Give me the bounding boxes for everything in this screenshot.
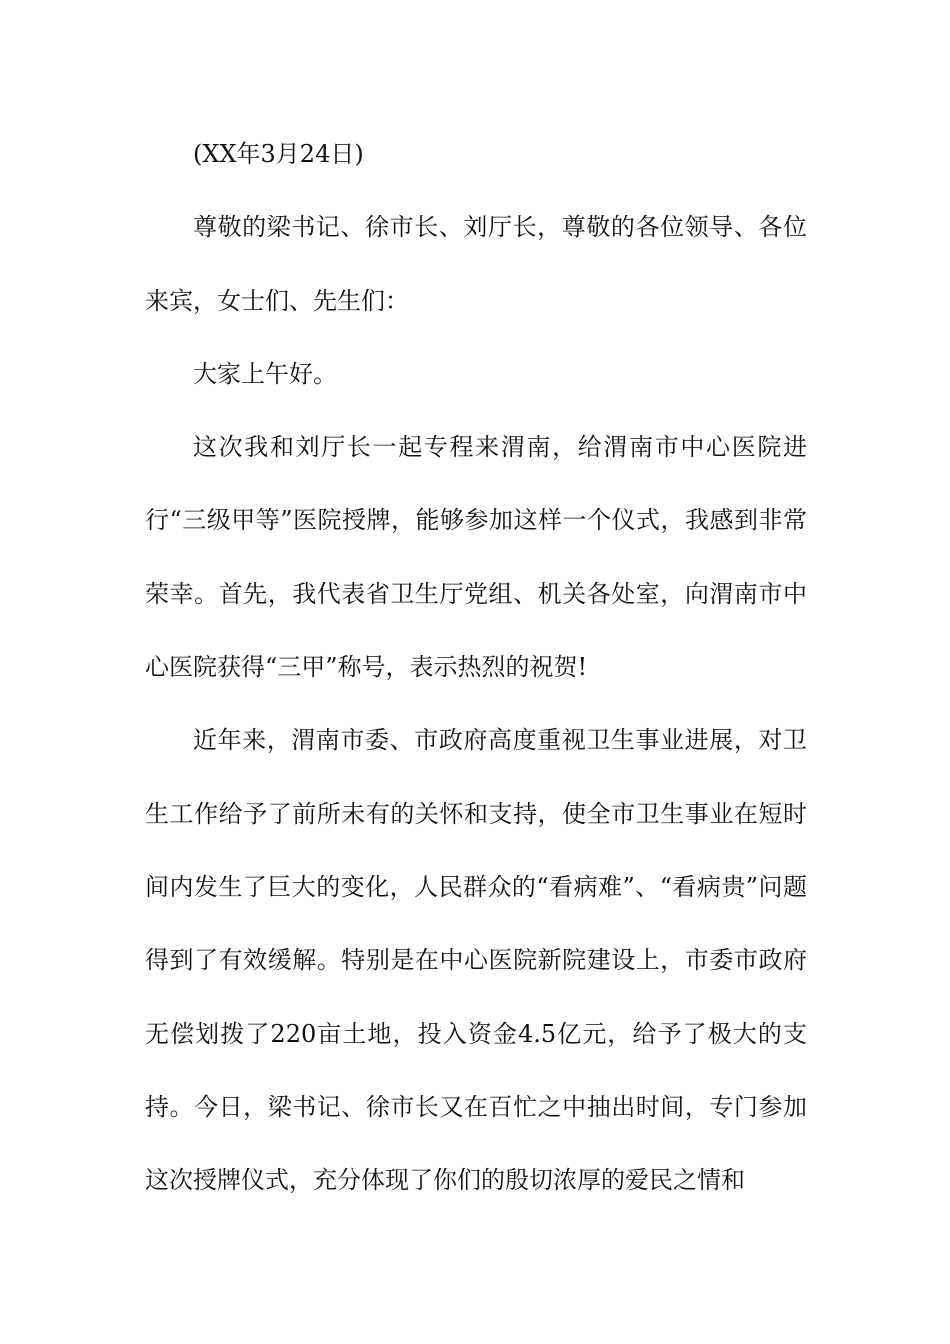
body-paragraph: 这次我和刘厅长一起专程来渭南，给渭南市中心医院进行“三级甲等”医院授牌，能够参加这样一个仪式，我感到非常荣幸。首先，我代表省卫生厅党组、机关各处室，向渭南市中心医院获得“三甲”称号，表示热烈的祝贺!: [145, 433, 807, 682]
document-body: [145, 118, 807, 1217]
greeting-paragraph: 大家上午好。: [193, 359, 337, 388]
date-line: (XX年3月24日): [193, 140, 364, 168]
salutation-paragraph: 尊敬的梁书记、徐市长、刘厅长，尊敬的各位领导、各位来宾，女士们、先生们：: [145, 213, 807, 315]
body-paragraph: 近年来，渭南市委、市政府高度重视卫生事业进展，对卫生工作给予了前所未有的关怀和支持，使全市卫生事业在短时间内发生了巨大的变化，人民群众的“看病难”、“看病贵”问题得到了有效缓解。特别是在中心医院新院建设上，市委市政府无偿划拨了220亩土地，投入资金4.5亿元，给予了极大的支持。今日，梁书记、徐市长又在百忙之中抽出时间，专门参加这次授牌仪式，充分体现了你们的殷切浓厚的爱民之情和: [145, 726, 807, 1195]
